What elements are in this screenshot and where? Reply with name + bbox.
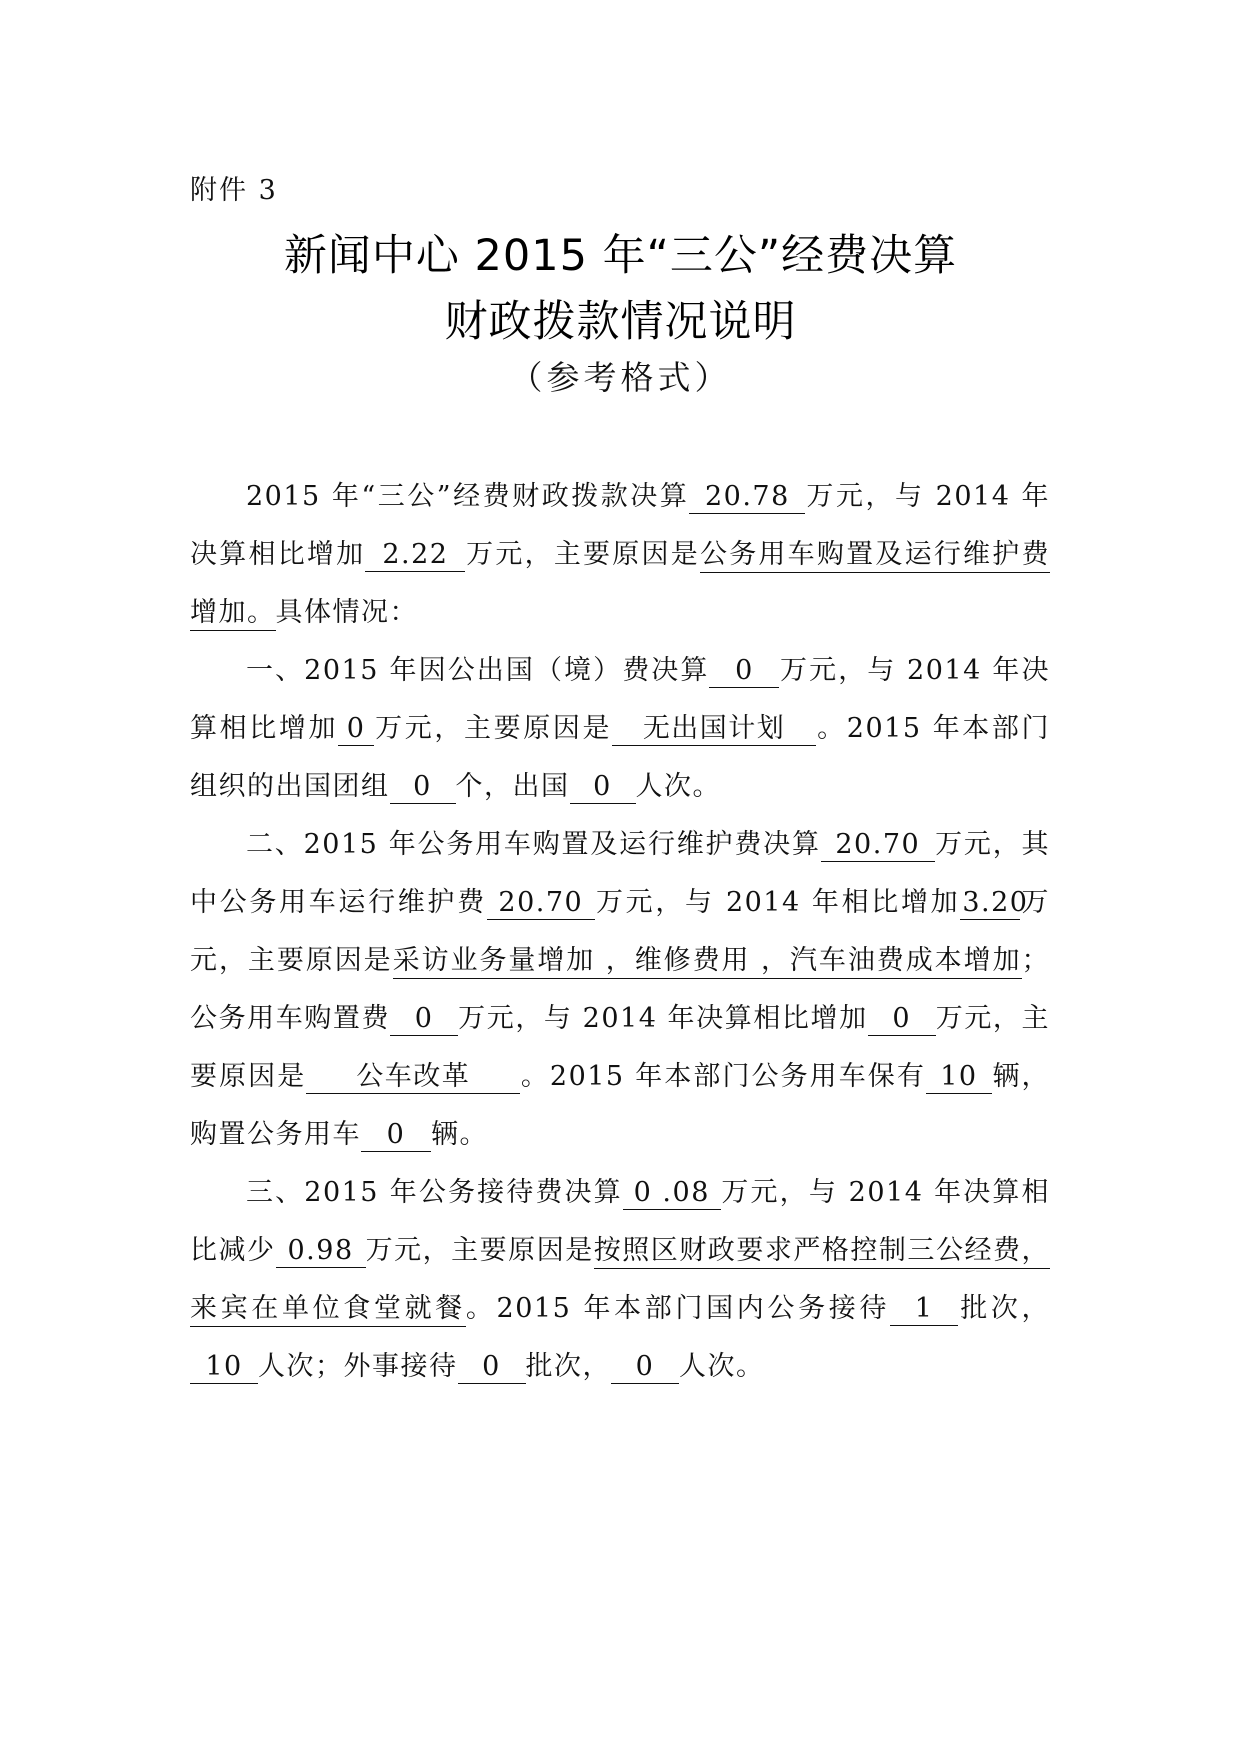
reception-text-3: 万元，主要原因是 — [365, 1235, 594, 1266]
summary-text-3: 万元，主要原因是 — [465, 539, 700, 570]
vehicles-text-6: 万元，与 2014 年决算相比增加 — [458, 1003, 868, 1034]
abroad-text-3: 万元，主要原因是 — [374, 713, 613, 744]
vehicles-text-7: 万元，主要原因是 — [190, 1003, 1050, 1092]
reception-text-7: 批次， — [525, 1351, 611, 1382]
vehicles-text-9: 辆，购置公务用车 — [190, 1061, 1051, 1150]
document-subtitle: （参考格式） — [509, 358, 732, 397]
vehicles-purchase-reason-blank: 公车改革 — [306, 1061, 520, 1094]
document-title-line1: 新闻中心 2015 年“三公”经费决算 — [283, 231, 958, 281]
vehicles-text-1: 二、2015 年公务用车购置及运行维护费决算 — [246, 829, 821, 860]
abroad-amount-blank: 0 — [709, 655, 779, 688]
reception-text-8: 人次。 — [679, 1351, 765, 1382]
abroad-persons-blank: 0 — [570, 771, 636, 804]
summary-total-blank: 20.78 — [689, 481, 805, 514]
reception-domestic-batches-blank: 1 — [890, 1293, 958, 1326]
vehicles-text-4: 万元，主要原因是 — [190, 887, 1051, 976]
vehicles-paragraph — [190, 816, 1050, 1164]
vehicles-bought-blank: 0 — [361, 1119, 431, 1152]
vehicles-text-10: 辆。 — [431, 1119, 488, 1150]
vehicles-amount-blank: 20.70 — [821, 829, 935, 862]
abroad-paragraph — [190, 642, 1050, 816]
vehicles-maintenance-increase-blank: 3.20 — [962, 887, 1029, 918]
summary-paragraph — [190, 468, 1050, 642]
document-title-line2: 财政拨款情况说明 — [444, 297, 797, 347]
abroad-text-2: 万元，与 2014 年决算相比增加 — [190, 655, 1050, 744]
vehicles-owned-blank: 10 — [926, 1061, 992, 1094]
summary-reason-underlined: 公务用车购置及运行维护费增加。 — [190, 539, 1050, 631]
reception-text-2: 万元，与 2014 年决算相比减少 — [190, 1177, 1050, 1266]
vehicles-maintenance-reason-underlined: 采访业务量增加 ，维修费用 ，汽车油费成本增加 — [393, 945, 1022, 979]
vehicles-maintenance-blank: 20.70 — [487, 887, 595, 920]
abroad-text-6: 人次。 — [635, 771, 721, 802]
vehicles-text-3: 万元，与 2014 年相比增加 — [594, 887, 961, 918]
reception-paragraph — [190, 1164, 1050, 1396]
summary-text-2: 万元，与 2014 年决算相比增加 — [190, 481, 1050, 570]
attachment-label: 附件 3 — [190, 175, 278, 206]
vehicles-text-5: ；公务用车购置费 — [190, 945, 1051, 1034]
reception-reason-underlined: 按照区财政要求严格控制三公经费，来宾在单位食堂就餐 — [190, 1235, 1050, 1327]
vehicles-purchase-increase-blank: 0 — [868, 1003, 936, 1036]
reception-text-4: 。2015 年本部门国内公务接待 — [465, 1293, 891, 1324]
reception-text-6: 人次；外事接待 — [258, 1351, 458, 1382]
reception-amount-blank: 0 .08 — [623, 1177, 721, 1210]
vehicles-purchase-blank: 0 — [390, 1003, 458, 1036]
abroad-groups-blank: 0 — [390, 771, 456, 804]
reception-text-1: 三、2015 年公务接待费决算 — [246, 1177, 623, 1208]
abroad-text-1: 一、2015 年因公出国（境）费决算 — [246, 655, 710, 686]
reception-text-5: 批次， — [958, 1293, 1051, 1324]
abroad-increase-blank: 0 — [338, 713, 374, 746]
vehicles-text-2: 万元，其中公务用车运行维护费 — [190, 829, 1050, 918]
summary-text-4: 具体情况： — [275, 597, 418, 628]
vehicles-text-8: 。2015 年本部门公务用车保有 — [520, 1061, 926, 1092]
reception-decrease-blank: 0.98 — [276, 1235, 366, 1268]
document-body — [190, 468, 1050, 1396]
summary-increase-blank: 2.22 — [365, 539, 465, 572]
reception-domestic-persons-blank: 10 — [190, 1351, 258, 1384]
abroad-text-4: 。2015 年本部门组织的出国团组 — [190, 713, 1051, 802]
abroad-reason-blank: 无出国计划 — [612, 713, 816, 746]
summary-text-1: 2015 年“三公”经费财政拨款决算 — [246, 481, 690, 512]
abroad-text-5: 个，出国 — [455, 771, 570, 802]
reception-foreign-batches-blank: 0 — [458, 1351, 526, 1384]
reception-foreign-persons-blank: 0 — [611, 1351, 679, 1384]
